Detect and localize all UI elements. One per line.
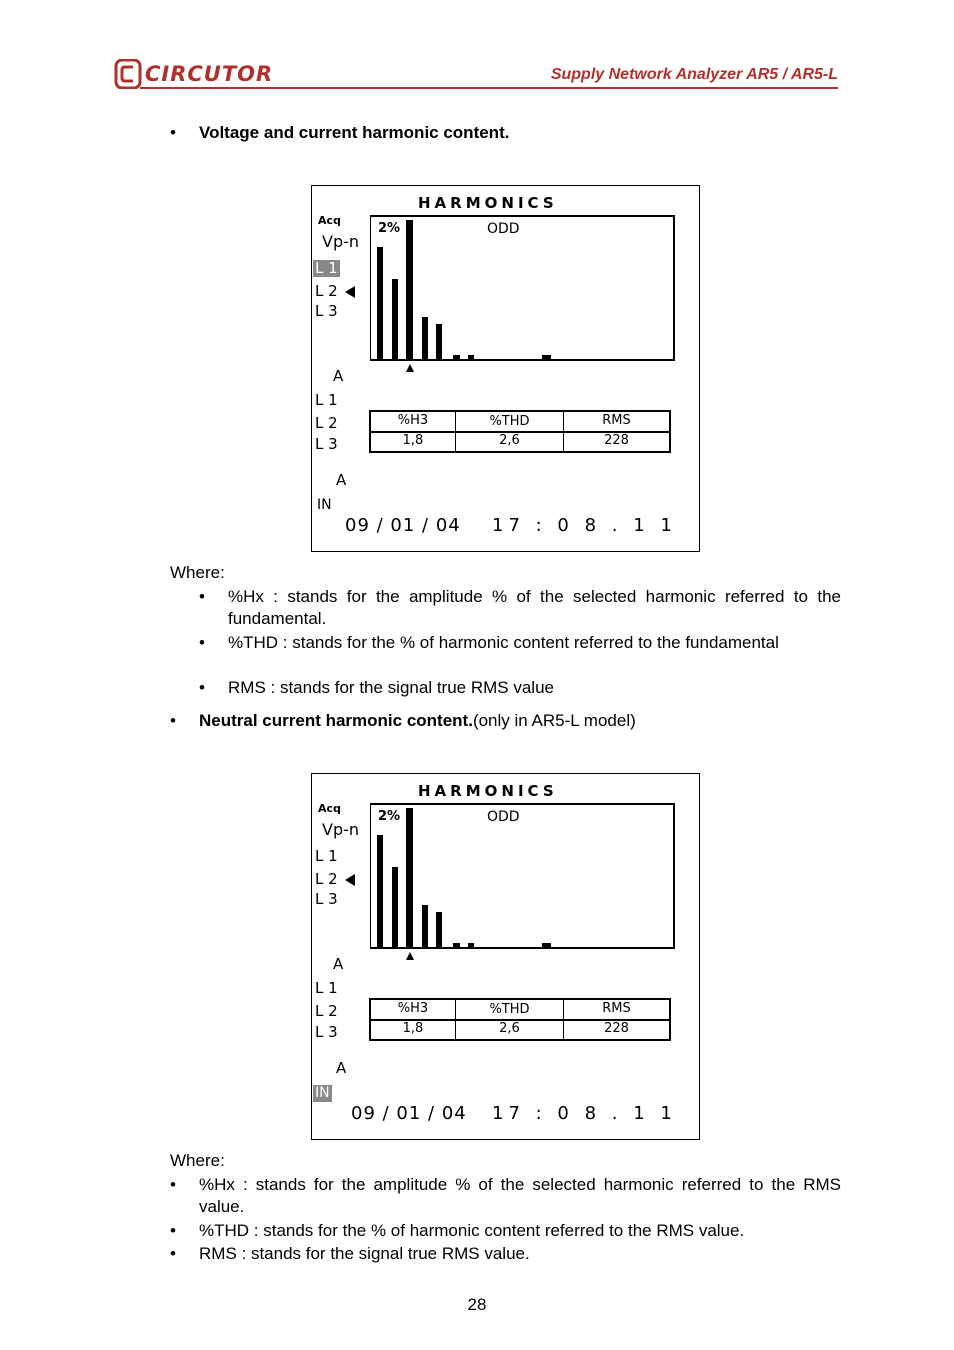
where2-item-text: RMS : stands for the signal true RMS value. [199, 1244, 530, 1263]
bullet: • [170, 711, 176, 730]
table-value-thd: 2,6 [499, 1021, 520, 1036]
table-header-rms: RMS [602, 413, 631, 428]
voltage-line-l3: L 3 [315, 302, 338, 320]
selection-arrow-icon [345, 286, 355, 298]
table-header-thd: %THD [489, 414, 530, 429]
page-number: 28 [467, 1295, 487, 1314]
voltage-line-l2: L 2 [315, 282, 338, 300]
graph-scale: 2% [378, 809, 401, 824]
where1-item-text: %Hx : stands for the amplitude % of the selected harmonic referred to the fundamental. [228, 587, 841, 628]
table-value-rms: 228 [604, 1021, 629, 1036]
harmonic-bar [377, 835, 383, 947]
where1-item: • %Hx : stands for the amplitude % of the selected harmonic referred to the fundamental. [199, 587, 841, 628]
where2-item-text: %THD : stands for the % of harmonic content referred to the RMS value. [199, 1221, 745, 1240]
table-header-h3: %H3 [397, 1001, 429, 1016]
harmonic-bar [542, 355, 551, 359]
neutral-unit: A [336, 1059, 347, 1077]
table-value-thd: 2,6 [499, 433, 520, 448]
harmonic-bar [453, 355, 460, 359]
table-header-h3: %H3 [397, 413, 429, 428]
harmonic-bar [436, 912, 442, 947]
where1-item: • RMS : stands for the signal true RMS value [199, 678, 554, 697]
header-rule [140, 87, 838, 89]
where2-item-text: %Hx : stands for the amplitude % of the selected harmonic referred to the RMS value. [199, 1175, 841, 1216]
harmonic-bar [422, 905, 428, 947]
table-header-rms: RMS [602, 1001, 631, 1016]
neutral-label: IN [315, 1085, 330, 1101]
where1-item: • %THD : stands for the % of harmonic content referred to the fundamental [199, 633, 779, 652]
harmonic-type: ODD [487, 221, 520, 237]
section2-heading: Neutral current harmonic content. [199, 711, 473, 730]
section1-heading-item [170, 122, 850, 144]
screen-date: 09 / 01 / 04 [351, 1103, 467, 1124]
harmonic-type: ODD [487, 809, 520, 825]
screen-time: 17 : 0 8 . 1 1 [492, 1103, 677, 1124]
table-value-h3: 1,8 [402, 1021, 424, 1036]
section2-note: (only in AR5-L model) [472, 711, 636, 730]
mode-label: Vp-n [322, 232, 360, 251]
harmonic-bar [422, 317, 428, 359]
table-value-rms: 228 [604, 433, 629, 448]
harmonic-cursor-icon [406, 364, 414, 372]
current-line-l3: L 3 [315, 435, 338, 453]
bullet: • [170, 123, 176, 142]
current-unit: A [333, 955, 344, 973]
acq-label: Acq [318, 802, 341, 815]
voltage-line-l1: L 1 [315, 847, 338, 865]
screen-date: 09 / 01 / 04 [345, 515, 461, 536]
graph-scale: 2% [378, 221, 401, 236]
document-title: Supply Network Analyzer AR5 / AR5-L [550, 66, 838, 83]
harmonic-bar [392, 279, 398, 359]
current-line-l3: L 3 [315, 1023, 338, 1041]
harmonic-bar [406, 808, 413, 947]
voltage-line-l2: L 2 [315, 870, 338, 888]
harmonic-values-table [369, 998, 671, 1041]
harmonic-bar [436, 324, 442, 359]
screen-time: 17 : 0 8 . 1 1 [492, 515, 677, 536]
harmonic-bar [468, 943, 474, 947]
where2-item: • %Hx : stands for the amplitude % of the selected harmonic referred to the RMS value. [170, 1175, 841, 1216]
where1-item-text: RMS : stands for the signal true RMS value [228, 678, 554, 697]
where2-label: Where: [170, 1151, 225, 1170]
harmonic-bar [406, 220, 413, 359]
screen-title: HARMONICS [418, 782, 558, 800]
circutor-logo-icon [114, 59, 142, 89]
current-line-l1: L 1 [315, 391, 338, 409]
mode-label: Vp-n [322, 820, 360, 839]
voltage-line-l1: L 1 [315, 259, 338, 277]
where2-item: • RMS : stands for the signal true RMS value. [170, 1244, 530, 1263]
section2-heading-item [170, 710, 850, 732]
neutral-label: IN [317, 497, 332, 513]
neutral-unit: A [336, 471, 347, 489]
current-line-l2: L 2 [315, 414, 338, 432]
harmonics-graph [370, 215, 675, 361]
circutor-logo [114, 58, 273, 90]
current-line-l1: L 1 [315, 979, 338, 997]
where1-label: Where: [170, 563, 225, 582]
voltage-line-l3: L 3 [315, 890, 338, 908]
harmonic-bar [542, 943, 551, 947]
current-line-l2: L 2 [315, 1002, 338, 1020]
harmonic-bar [392, 867, 398, 947]
harmonics-graph [370, 803, 675, 949]
harmonic-values-table [369, 410, 671, 453]
table-header-thd: %THD [489, 1002, 530, 1017]
logo-text: CIRCUTOR [145, 62, 274, 86]
harmonics-screen-1 [311, 185, 700, 552]
where1-item-text: %THD : stands for the % of harmonic content referred to the fundamental [228, 633, 779, 652]
harmonic-bar [377, 247, 383, 359]
harmonic-cursor-icon [406, 952, 414, 960]
harmonic-bar [453, 943, 460, 947]
acq-label: Acq [318, 214, 341, 227]
harmonic-bar [468, 355, 474, 359]
where2-item: • %THD : stands for the % of harmonic content referred to the RMS value. [170, 1221, 745, 1240]
harmonics-screen-2 [311, 773, 700, 1140]
table-value-h3: 1,8 [402, 433, 424, 448]
section1-heading: Voltage and current harmonic content. [199, 123, 510, 142]
current-unit: A [333, 367, 344, 385]
screen-title: HARMONICS [418, 194, 558, 212]
selection-arrow-icon [345, 874, 355, 886]
